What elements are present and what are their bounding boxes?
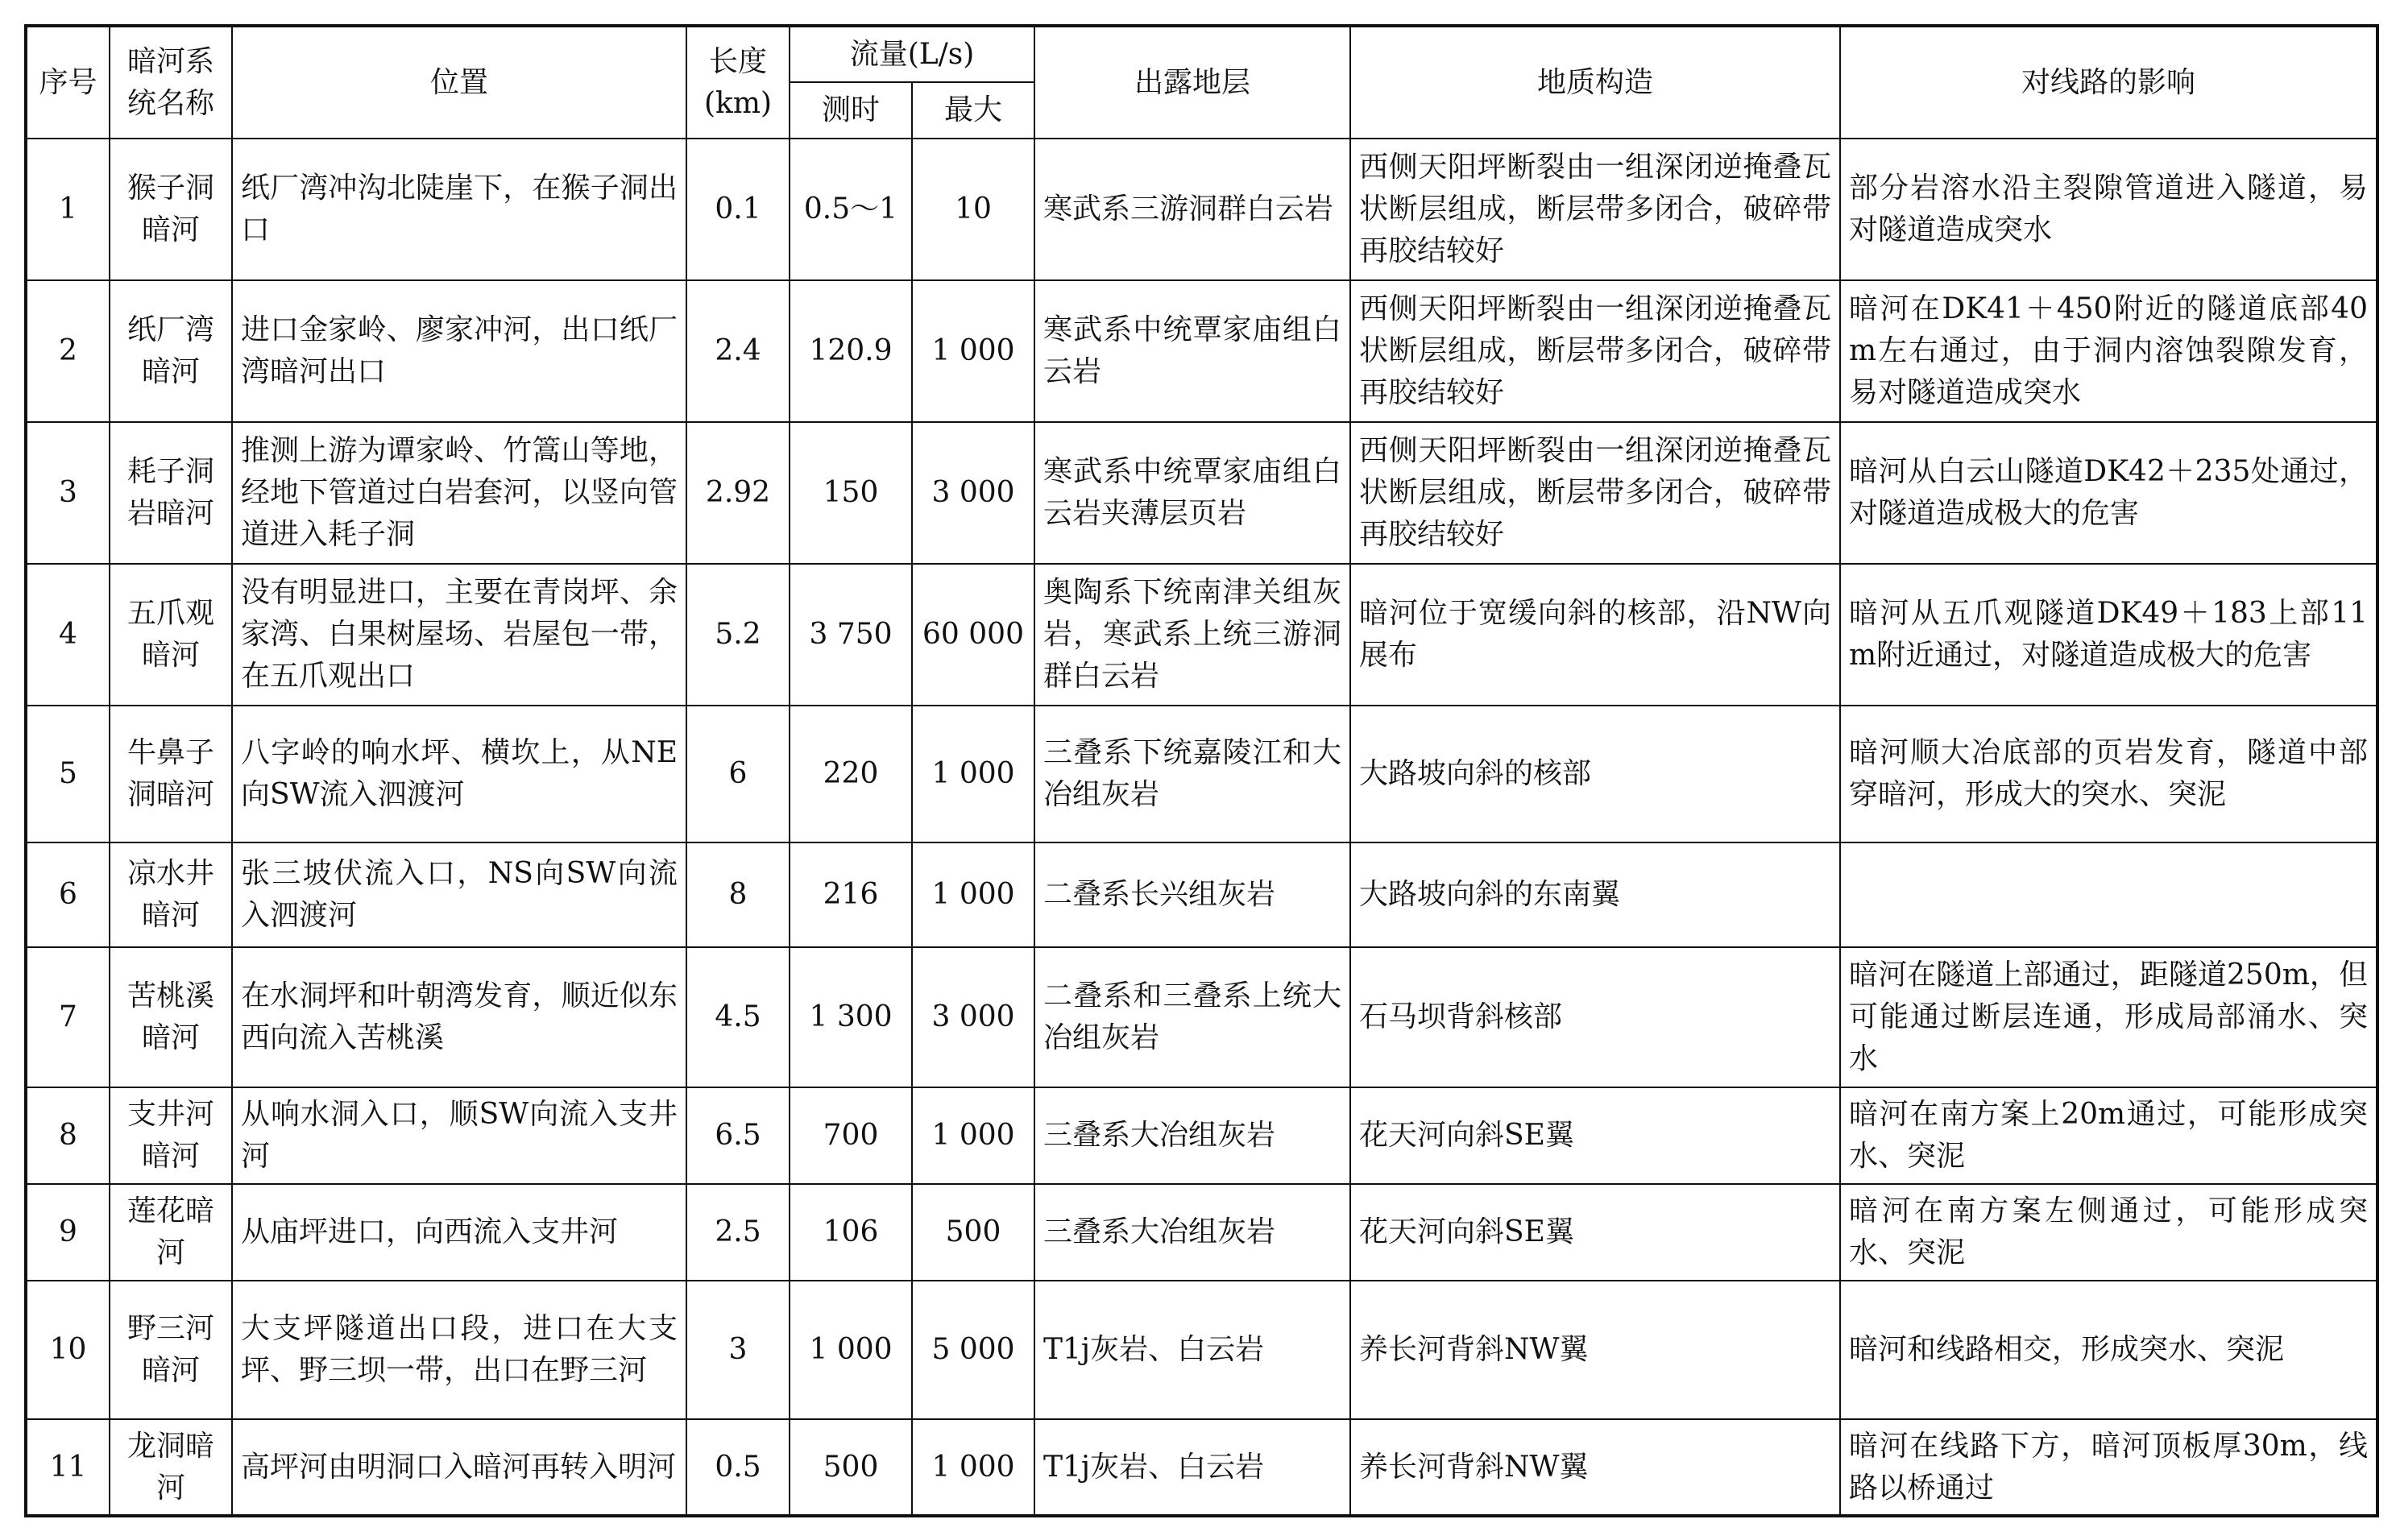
cell-location: 没有明显进口，主要在青岗坪、余家湾、白果树屋场、岩屋包一带，在五爪观出口 (232, 564, 686, 706)
header-name: 暗河系统名称 (110, 26, 232, 139)
cell-length: 2.4 (686, 280, 790, 422)
table-row (26, 564, 2377, 706)
header-strata: 出露地层 (1034, 26, 1350, 139)
cell-flow-max: 3 000 (912, 422, 1034, 564)
cell-name: 凉水井暗河 (110, 842, 232, 947)
cell-strata: 二叠系和三叠系上统大冶组灰岩 (1034, 947, 1350, 1087)
cell-geology: 大路坡向斜的核部 (1350, 706, 1840, 842)
cell-length: 0.5 (686, 1419, 790, 1516)
karst-river-table-sheet (24, 24, 2376, 1516)
cell-name: 苦桃溪暗河 (110, 947, 232, 1087)
cell-length: 0.1 (686, 139, 790, 280)
cell-index: 2 (26, 280, 110, 422)
table-row (26, 1419, 2377, 1516)
cell-impact: 暗河在线路下方，暗河顶板厚30m，线路以桥通过 (1840, 1419, 2377, 1516)
cell-strata: T1j灰岩、白云岩 (1034, 1419, 1350, 1516)
cell-name: 五爪观暗河 (110, 564, 232, 706)
cell-impact: 暗河在南方案左侧通过，可能形成突水、突泥 (1840, 1184, 2377, 1281)
cell-length: 5.2 (686, 564, 790, 706)
cell-flow-max: 1 000 (912, 1087, 1034, 1184)
cell-strata: 奥陶系下统南津关组灰岩，寒武系上统三游洞群白云岩 (1034, 564, 1350, 706)
cell-flow-max: 3 000 (912, 947, 1034, 1087)
cell-flow-max: 500 (912, 1184, 1034, 1281)
cell-index: 7 (26, 947, 110, 1087)
cell-geology: 西侧天阳坪断裂由一组深闭逆掩叠瓦状断层组成，断层带多闭合，破碎带再胶结较好 (1350, 422, 1840, 564)
cell-flow-measured: 120.9 (790, 280, 912, 422)
cell-flow-measured: 106 (790, 1184, 912, 1281)
cell-impact: 部分岩溶水沿主裂隙管道进入隧道，易对隧道造成突水 (1840, 139, 2377, 280)
table-row (26, 706, 2377, 842)
table-row (26, 139, 2377, 280)
cell-flow-measured: 150 (790, 422, 912, 564)
header-location: 位置 (232, 26, 686, 139)
table-row (26, 947, 2377, 1087)
cell-flow-measured: 700 (790, 1087, 912, 1184)
cell-flow-measured: 500 (790, 1419, 912, 1516)
cell-length: 6.5 (686, 1087, 790, 1184)
cell-flow-measured: 216 (790, 842, 912, 947)
cell-impact: 暗河在隧道上部通过，距隧道250m，但可能通过断层连通，形成局部涌水、突水 (1840, 947, 2377, 1087)
cell-index: 8 (26, 1087, 110, 1184)
cell-index: 5 (26, 706, 110, 842)
cell-strata: 寒武系三游洞群白云岩 (1034, 139, 1350, 280)
cell-index: 6 (26, 842, 110, 947)
cell-geology: 西侧天阳坪断裂由一组深闭逆掩叠瓦状断层组成，断层带多闭合，破碎带再胶结较好 (1350, 280, 1840, 422)
cell-name: 莲花暗河 (110, 1184, 232, 1281)
cell-location: 在水洞坪和叶朝湾发育，顺近似东西向流入苦桃溪 (232, 947, 686, 1087)
cell-length: 6 (686, 706, 790, 842)
cell-location: 大支坪隧道出口段，进口在大支坪、野三坝一带，出口在野三河 (232, 1281, 686, 1419)
table-row (26, 422, 2377, 564)
table-row (26, 1087, 2377, 1184)
header-flow-measured: 测时 (790, 82, 912, 139)
cell-impact: 暗河在DK41＋450附近的隧道底部40m左右通过，由于洞内溶蚀裂隙发育，易对隧道造成突水 (1840, 280, 2377, 422)
header-index: 序号 (26, 26, 110, 139)
header-flow: 流量(L/s) (790, 26, 1034, 82)
cell-strata: 三叠系大冶组灰岩 (1034, 1087, 1350, 1184)
cell-flow-max: 5 000 (912, 1281, 1034, 1419)
cell-index: 11 (26, 1419, 110, 1516)
cell-name: 耗子洞岩暗河 (110, 422, 232, 564)
cell-flow-max: 1 000 (912, 1419, 1034, 1516)
cell-length: 2.92 (686, 422, 790, 564)
cell-strata: 寒武系中统覃家庙组白云岩夹薄层页岩 (1034, 422, 1350, 564)
cell-flow-measured: 1 300 (790, 947, 912, 1087)
header-length: 长度(km) (686, 26, 790, 139)
cell-name: 野三河暗河 (110, 1281, 232, 1419)
cell-flow-measured: 1 000 (790, 1281, 912, 1419)
cell-geology: 花天河向斜SE翼 (1350, 1087, 1840, 1184)
cell-impact: 暗河在南方案上20m通过，可能形成突水、突泥 (1840, 1087, 2377, 1184)
cell-geology: 养长河背斜NW翼 (1350, 1419, 1840, 1516)
cell-flow-measured: 0.5～1 (790, 139, 912, 280)
cell-location: 八字岭的响水坪、横坎上，从NE向SW流入泗渡河 (232, 706, 686, 842)
cell-index: 4 (26, 564, 110, 706)
cell-name: 猴子洞暗河 (110, 139, 232, 280)
table-row (26, 1184, 2377, 1281)
cell-geology: 石马坝背斜核部 (1350, 947, 1840, 1087)
cell-location: 推测上游为谭家岭、竹篙山等地，经地下管道过白岩套河，以竖向管道进入耗子洞 (232, 422, 686, 564)
cell-strata: T1j灰岩、白云岩 (1034, 1281, 1350, 1419)
cell-strata: 寒武系中统覃家庙组白云岩 (1034, 280, 1350, 422)
cell-flow-measured: 3 750 (790, 564, 912, 706)
cell-geology: 暗河位于宽缓向斜的核部，沿NW向展布 (1350, 564, 1840, 706)
header-geology: 地质构造 (1350, 26, 1840, 139)
cell-impact: 暗河和线路相交，形成突水、突泥 (1840, 1281, 2377, 1419)
cell-location: 进口金家岭、廖家冲河，出口纸厂湾暗河出口 (232, 280, 686, 422)
cell-length: 4.5 (686, 947, 790, 1087)
cell-strata: 二叠系长兴组灰岩 (1034, 842, 1350, 947)
cell-name: 牛鼻子洞暗河 (110, 706, 232, 842)
cell-index: 10 (26, 1281, 110, 1419)
header-row (26, 26, 2377, 82)
cell-index: 1 (26, 139, 110, 280)
cell-flow-max: 1 000 (912, 706, 1034, 842)
cell-location: 从响水洞入口，顺SW向流入支井河 (232, 1087, 686, 1184)
cell-location: 张三坡伏流入口，NS向SW向流入泗渡河 (232, 842, 686, 947)
cell-name: 支井河暗河 (110, 1087, 232, 1184)
cell-length: 2.5 (686, 1184, 790, 1281)
cell-flow-max: 1 000 (912, 280, 1034, 422)
underground-river-table (24, 24, 2379, 1517)
cell-length: 3 (686, 1281, 790, 1419)
cell-flow-max: 60 000 (912, 564, 1034, 706)
cell-impact: 暗河从白云山隧道DK42＋235处通过，对隧道造成极大的危害 (1840, 422, 2377, 564)
cell-geology: 大路坡向斜的东南翼 (1350, 842, 1840, 947)
cell-impact: 暗河从五爪观隧道DK49＋183上部11m附近通过，对隧道造成极大的危害 (1840, 564, 2377, 706)
cell-geology: 西侧天阳坪断裂由一组深闭逆掩叠瓦状断层组成，断层带多闭合，破碎带再胶结较好 (1350, 139, 1840, 280)
cell-geology: 花天河向斜SE翼 (1350, 1184, 1840, 1281)
cell-flow-measured: 220 (790, 706, 912, 842)
cell-index: 9 (26, 1184, 110, 1281)
cell-flow-max: 10 (912, 139, 1034, 280)
cell-impact: 暗河顺大冶底部的页岩发育，隧道中部穿暗河，形成大的突水、突泥 (1840, 706, 2377, 842)
cell-flow-max: 1 000 (912, 842, 1034, 947)
cell-name: 龙洞暗河 (110, 1419, 232, 1516)
cell-name: 纸厂湾暗河 (110, 280, 232, 422)
cell-length: 8 (686, 842, 790, 947)
cell-location: 纸厂湾冲沟北陡崖下，在猴子洞出口 (232, 139, 686, 280)
header-impact: 对线路的影响 (1840, 26, 2377, 139)
table-row (26, 1281, 2377, 1419)
header-flow-max: 最大 (912, 82, 1034, 139)
cell-location: 从庙坪进口，向西流入支井河 (232, 1184, 686, 1281)
table-row (26, 842, 2377, 947)
cell-strata: 三叠系大冶组灰岩 (1034, 1184, 1350, 1281)
cell-location: 高坪河由明洞口入暗河再转入明河 (232, 1419, 686, 1516)
cell-index: 3 (26, 422, 110, 564)
cell-impact (1840, 842, 2377, 947)
cell-strata: 三叠系下统嘉陵江和大冶组灰岩 (1034, 706, 1350, 842)
table-row (26, 280, 2377, 422)
cell-geology: 养长河背斜NW翼 (1350, 1281, 1840, 1419)
